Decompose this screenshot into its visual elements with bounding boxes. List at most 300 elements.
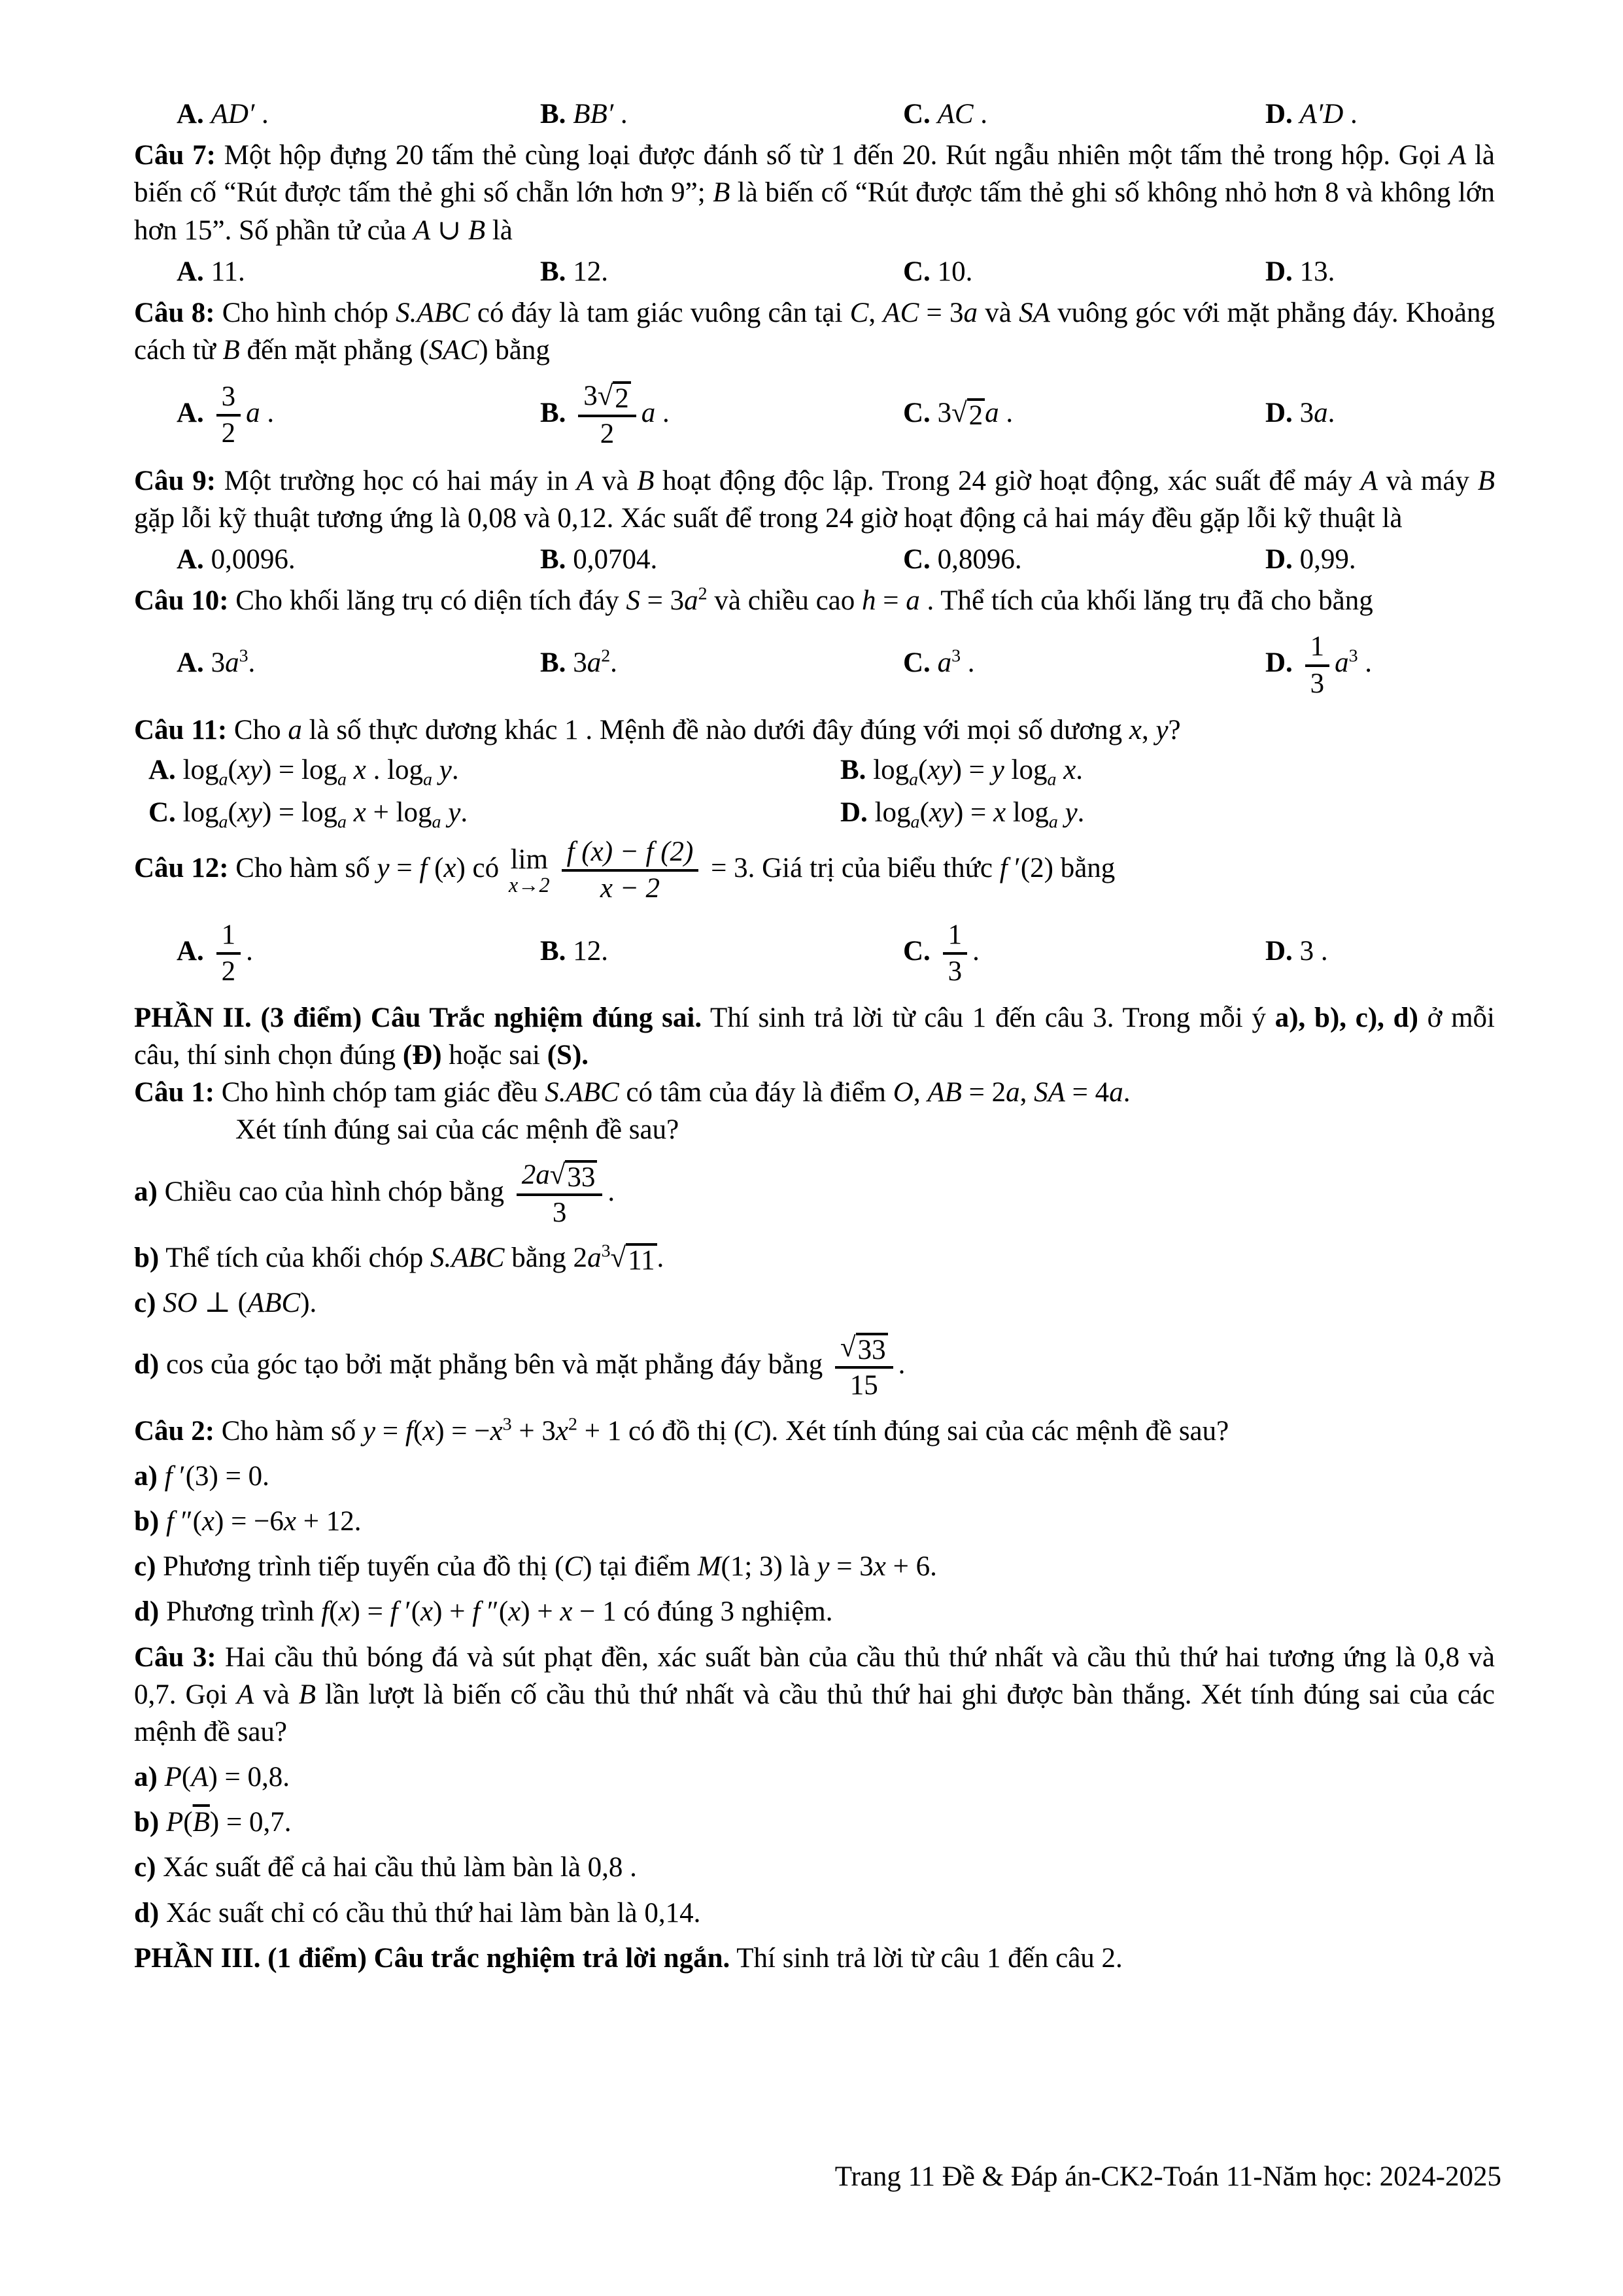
text-run: ABC [247, 1288, 301, 1319]
text-run: Câu 10: [134, 585, 229, 617]
text-run: BB′ [573, 99, 614, 129]
text-run: , [913, 1077, 928, 1108]
text-run: a [985, 398, 999, 429]
option-d [1265, 394, 1495, 432]
text-run: x [201, 1505, 215, 1537]
fraction [943, 919, 968, 987]
option-c [903, 95, 1265, 133]
part2-q1-item-d [134, 1329, 1495, 1404]
text-run: 0,0704. [573, 543, 658, 575]
text-run: Câu 12: [134, 853, 229, 884]
text-run: + 3 [511, 1415, 556, 1447]
text-run: S [626, 585, 640, 617]
text-run: Cho hình chóp [214, 297, 396, 328]
text-run: là biến cố “Rút được tấm thẻ ghi số chẵn lớn hơn 9”; [134, 140, 1495, 209]
fraction [517, 1159, 603, 1229]
text-run: f [390, 1596, 398, 1628]
question-12-stem [134, 834, 1495, 907]
text-run: = 2 [961, 1077, 1006, 1108]
text-run: ( [918, 754, 928, 785]
text-run: 2 [615, 383, 629, 415]
text-run: A [236, 1679, 254, 1710]
option-b [540, 933, 903, 970]
option-a [177, 541, 540, 578]
text-run: 2 [968, 400, 983, 432]
text-run: f [165, 1505, 174, 1537]
option-b [540, 253, 903, 290]
text-run: Câu 9: [134, 465, 216, 496]
text-run: . [460, 797, 468, 829]
question-7-stem [134, 137, 1495, 249]
text-run: x [283, 1505, 296, 1537]
text-run: x [353, 797, 366, 829]
radicand [565, 1160, 597, 1192]
text-run: ) + [521, 1596, 560, 1628]
text-run: Xác suất để cả hai cầu thủ làm bàn là 0,8 . [156, 1852, 637, 1883]
text-run: 0,99. [1299, 543, 1356, 575]
text-run: xy [237, 797, 262, 829]
text-run [347, 797, 354, 828]
text-run: S.ABC [396, 297, 470, 328]
text-run: 3 [601, 1241, 611, 1261]
answer-row-q8 [177, 378, 1495, 453]
fraction-numerator [1305, 631, 1330, 666]
text-run: 3 [502, 1414, 512, 1435]
text-run: ″( [480, 1596, 509, 1628]
text-run: D. [1265, 647, 1300, 679]
question-8-stem [134, 294, 1495, 369]
text-run: C. [903, 543, 938, 575]
text-run: . [1343, 99, 1358, 129]
text-run: B [222, 335, 240, 366]
text-run: (1; 3) là [721, 1551, 817, 1583]
sqrt-radical [550, 1160, 598, 1192]
text-run: c) [134, 1852, 156, 1883]
text-run: ) có [456, 853, 506, 884]
text-run: (S). [547, 1040, 589, 1071]
option-d [1265, 628, 1495, 702]
text-run: y [817, 1551, 830, 1583]
text-run: ( [183, 1807, 193, 1838]
text-run: . [898, 1349, 906, 1380]
text-run: f [419, 853, 428, 884]
text-run: ∪ [430, 214, 468, 246]
text-run: . log [366, 754, 424, 785]
text-run: ( [427, 853, 444, 884]
text-run: Xét tính đúng sai của các mệnh đề sau? [235, 1114, 679, 1146]
text-run [158, 1762, 165, 1792]
text-run: Thí sinh trả lời từ câu 1 đến câu 3. Trong mỗi ý [702, 1002, 1275, 1033]
option-c [903, 917, 1265, 990]
text-run: a) [134, 1762, 158, 1793]
text-run: x [993, 797, 1006, 829]
text-run: y [448, 797, 461, 829]
text-run: f [472, 1596, 481, 1628]
text-run: vuông góc với mặt phẳng đáy. Khoảng cách từ [134, 297, 1495, 366]
fraction-denominator [216, 955, 241, 987]
text-run: PHẦN III. (1 điểm) Câu trắc nghiệm trả lời ngắn. [134, 1942, 730, 1974]
text-run: x [1129, 714, 1142, 745]
text-run: C [743, 1415, 762, 1447]
part2-q1-item-b [134, 1239, 1495, 1277]
fraction-numerator [943, 919, 968, 955]
answer-row-q10 [177, 628, 1495, 702]
text-run: 3 [239, 646, 248, 667]
option-d [840, 794, 1495, 831]
text-run: = 3 [829, 1551, 874, 1583]
text-run: ″( [173, 1505, 202, 1537]
text-run: y [1065, 797, 1078, 829]
text-run: AB [927, 1077, 962, 1108]
fraction-denominator [595, 872, 665, 904]
radicand [856, 1333, 888, 1365]
text-run: . [613, 99, 628, 129]
text-run: . Thể tích của khối lăng trụ đã cho bằng [919, 585, 1373, 617]
text-run: c) [134, 1551, 156, 1583]
text-run: AD′ [211, 99, 255, 129]
text-run: . [260, 398, 275, 429]
text-run: D. [1265, 256, 1300, 287]
text-run [1305, 1002, 1314, 1033]
limit-subscript: x→2 [508, 872, 550, 897]
text-run: . [1358, 647, 1373, 679]
question-11-stem [134, 711, 1495, 749]
fraction-numerator [517, 1159, 603, 1196]
text-run: là số thực dương khác 1 . Mệnh đề nào dưới đây đúng với mọi số dương [301, 714, 1129, 745]
text-run: a [337, 769, 347, 790]
text-run: ). Xét tính đúng sai của các mệnh đề sau? [762, 1415, 1229, 1447]
text-run: 3 . [1299, 935, 1328, 967]
question-9-stem [134, 462, 1495, 537]
text-run: a [288, 714, 302, 745]
sqrt-radical [611, 1243, 657, 1275]
text-run: y [991, 754, 1004, 785]
fraction [216, 381, 241, 449]
text-run: A [191, 1762, 209, 1793]
text-run: SA [1034, 1077, 1065, 1108]
text-run: ở mỗi câu, thí sinh chọn đúng [134, 1002, 1495, 1071]
text-run [432, 755, 439, 785]
text-run: C. [148, 797, 176, 829]
text-run: 33 [857, 1335, 886, 1366]
text-run: D. [1265, 935, 1300, 967]
option-c [903, 253, 1265, 290]
text-run: A. [177, 935, 211, 967]
text-run [441, 797, 449, 828]
fraction-numerator [216, 919, 241, 955]
fraction [1305, 631, 1330, 699]
text-run: Phương trình tiếp tuyến của đồ thị ( [156, 1551, 564, 1583]
text-run: y [1155, 714, 1169, 745]
text-run: A. [148, 754, 176, 785]
text-run: . [254, 99, 269, 129]
text-run: 10. [937, 256, 973, 287]
text-run: = 4 [1065, 1077, 1110, 1108]
text-run: Thể tích của khối chóp [159, 1242, 430, 1273]
text-run: a [1109, 1077, 1123, 1108]
text-run: B [1477, 465, 1495, 496]
text-run: log [1006, 797, 1049, 829]
limit-operator [509, 846, 550, 896]
text-run: Cho [227, 714, 288, 745]
text-run: 2 [568, 1414, 577, 1435]
text-run: P [165, 1807, 184, 1838]
text-run: a [937, 647, 952, 679]
text-run: b) [134, 1807, 160, 1838]
text-run: A [413, 214, 431, 246]
text-run: A [1360, 465, 1378, 496]
option-d [1265, 95, 1495, 133]
text-run: D. [840, 797, 868, 829]
sqrt-radical [840, 1333, 888, 1365]
part3-heading [134, 1940, 1495, 1977]
text-run: ) = log [262, 797, 338, 829]
text-run: x [560, 1596, 573, 1628]
text-run: log [175, 797, 219, 829]
text-run: 3 [948, 955, 963, 987]
option-d [1265, 933, 1495, 970]
text-run: Câu 1: [134, 1077, 215, 1108]
option-c [903, 541, 1265, 578]
text-run: , [868, 297, 883, 328]
fraction [578, 381, 636, 450]
radical-sign: √ [610, 1242, 626, 1273]
text-run: C. [903, 647, 938, 679]
answer-row-previous-question [177, 95, 1495, 133]
text-run: Hai cầu thủ bóng đá và sút phạt đền, xác suất bàn của cầu thủ thứ nhất và cầu thủ thứ hai tương ứng là 0,8 và 0,7. Gọi [134, 1641, 1495, 1710]
text-run: 2 [698, 583, 708, 604]
text-run: . [610, 647, 617, 679]
text-run: f (x) − f (2) [566, 836, 694, 868]
text-run: x [420, 1596, 434, 1628]
text-run: ) = log [262, 754, 338, 785]
option-d [1265, 541, 1495, 578]
text-run: ( [228, 754, 237, 785]
text-run: P [164, 1762, 182, 1793]
text-run: x [1063, 754, 1076, 785]
text-run: Câu 3: [134, 1641, 216, 1673]
text-run: y [377, 853, 390, 884]
text-run: B. [540, 398, 573, 429]
text-run: C [564, 1551, 583, 1583]
text-run: ) = [350, 1596, 390, 1628]
text-run: và [254, 1679, 299, 1710]
text-run: x − 2 [600, 873, 660, 904]
text-run: A [576, 465, 594, 496]
text-run: ⊥ ( [197, 1288, 247, 1319]
part2-question-3-stem [134, 1639, 1495, 1751]
text-run: 3 [221, 381, 236, 413]
fraction [216, 919, 241, 987]
text-run: 13. [1299, 256, 1335, 287]
text-run: log [866, 754, 910, 785]
text-run: 2 [601, 646, 611, 667]
text-run: = [389, 853, 420, 884]
part2-q3-item-b [134, 1804, 1495, 1841]
fraction-denominator [845, 1369, 883, 1401]
text-run: 3 [937, 398, 952, 429]
text-run: 3 [211, 647, 226, 679]
text-run [1058, 797, 1065, 828]
fraction-numerator [578, 381, 636, 417]
text-run: , [1019, 1077, 1034, 1108]
text-run: xy [927, 754, 953, 785]
text-run: bằng 2 [504, 1242, 588, 1273]
text-run: B. [540, 543, 573, 575]
text-run: − 1 có đúng 3 nghiệm. [572, 1596, 833, 1628]
answer-grid-q11 [148, 751, 1495, 831]
text-run: d) [134, 1596, 160, 1628]
text-run [158, 1461, 165, 1492]
text-run: 1 [1310, 631, 1325, 662]
text-run: D. [1265, 543, 1300, 575]
option-c [148, 794, 840, 831]
text-run: và chiều cao [707, 585, 863, 617]
text-run: x [338, 1596, 351, 1628]
text-run: ) bằng [479, 335, 550, 366]
text-run: Câu 8: [134, 297, 215, 328]
text-run: a [587, 647, 602, 679]
text-run: ( [228, 797, 237, 829]
text-run: log [1004, 754, 1048, 785]
text-run: ) = 0,8. [208, 1762, 290, 1793]
fraction-numerator [835, 1332, 893, 1369]
text-run: 11. [211, 256, 245, 287]
text-run: a [423, 769, 432, 790]
option-a [177, 917, 540, 990]
text-run: a [1006, 1077, 1020, 1108]
fraction-denominator [547, 1196, 572, 1229]
text-run: = 3 [919, 297, 964, 328]
fraction-denominator [216, 417, 241, 449]
text-run: B [298, 1679, 316, 1710]
text-run: SAC [428, 335, 479, 366]
text-run: Thí sinh trả lời từ câu 1 đến câu 2. [730, 1942, 1123, 1974]
text-run: . [1077, 797, 1085, 829]
sqrt-radical [598, 381, 631, 413]
text-run: PHẦN II. (3 điểm) Câu Trắc nghiệm đúng sai. [134, 1002, 702, 1033]
text-run: 2 [600, 419, 615, 450]
text-run: ). [300, 1288, 317, 1319]
fraction-denominator [943, 955, 968, 987]
text-run: 1 [948, 919, 963, 950]
text-run: ) + [433, 1596, 473, 1628]
text-run: có đáy là tam giác vuông cân tại [470, 297, 850, 328]
text-run: a [909, 769, 919, 790]
text-run: a [337, 812, 347, 832]
text-run: b), c), d) [1314, 1002, 1418, 1033]
text-run: c) [134, 1288, 156, 1319]
text-run: (Đ) [402, 1040, 442, 1071]
text-run: Cho khối lăng trụ có diện tích đáy [228, 585, 626, 617]
text-run: a [1047, 769, 1057, 790]
text-run [1056, 755, 1063, 785]
text-run: B. [540, 256, 573, 287]
text-run: y [363, 1415, 376, 1447]
text-run: 2a [521, 1159, 550, 1190]
text-run: hoạt động độc lập. Trong 24 giờ hoạt động, xác suất để máy [654, 465, 1361, 496]
text-run: là biến cố “Rút được tấm thẻ ghi số không nhỏ hơn 8 và không lớn hơn 15”. Số phần tử của [134, 177, 1495, 246]
option-a [177, 95, 540, 133]
text-run: x [508, 1596, 521, 1628]
part2-q3-item-d [134, 1894, 1495, 1932]
text-run: ) = − [435, 1415, 490, 1447]
text-run: 3 [1310, 668, 1325, 699]
text-run: Phương trình [159, 1596, 322, 1628]
text-run: f [405, 1415, 413, 1447]
text-run: 15 [849, 1370, 878, 1401]
text-run: ) = [953, 797, 994, 829]
text-run: a [218, 812, 228, 832]
option-b [540, 95, 903, 133]
option-b [540, 644, 903, 681]
text-run: C. [903, 935, 938, 967]
part2-q2-item-a [134, 1458, 1495, 1495]
part2-q2-item-d [134, 1593, 1495, 1630]
text-run: ′(3) = 0. [172, 1460, 269, 1492]
text-run: C. [903, 99, 938, 129]
text-run: a [910, 812, 920, 832]
text-run: B. [840, 754, 866, 785]
text-run: ) tại điểm [583, 1551, 698, 1583]
text-run: D. [1265, 99, 1300, 129]
answer-row-q7 [177, 253, 1495, 290]
option-a [148, 751, 840, 789]
text-run: S.ABC [545, 1077, 619, 1108]
text-run: 3 [1299, 398, 1314, 429]
text-run: y [439, 754, 452, 785]
text-run: a [587, 1242, 602, 1273]
text-run: gặp lỗi kỹ thuật tương ứng là 0,08 và 0,12. Xác suất để trong 24 giờ hoạt động cả hai máy đều gặp lỗi kỹ thuật là [134, 502, 1403, 534]
text-run: a [1335, 647, 1349, 679]
text-run: . [248, 647, 256, 679]
text-run: a [246, 398, 260, 429]
text-run: xy [929, 797, 954, 829]
text-run [347, 755, 354, 785]
fraction-numerator [216, 381, 241, 417]
text-run: M [697, 1551, 721, 1583]
fraction-numerator [562, 836, 699, 872]
text-run: f [321, 1596, 330, 1628]
answer-row-q9 [177, 541, 1495, 578]
text-run: 3 [552, 1197, 567, 1228]
text-run: 12. [573, 256, 608, 287]
text-run: lần lượt là biến cố cầu thủ thứ nhất và cầu thủ thứ hai ghi được bàn thắng. Xét tính đúng sai của các mệnh đề sau? [134, 1679, 1495, 1747]
part2-q1-item-a [134, 1157, 1495, 1231]
text-run: Xác suất chỉ có cầu thủ thứ hai làm bàn là 0,14. [159, 1897, 701, 1928]
radicand [613, 381, 631, 413]
text-run: $\overline{B}$ [192, 1807, 210, 1838]
text-run: = [375, 1415, 405, 1447]
text-run: x [490, 1415, 503, 1447]
text-run: . [972, 935, 980, 967]
text-run: ( [919, 797, 929, 829]
text-run: Cho hình chóp tam giác đều [214, 1077, 545, 1108]
page-footer: Trang 11 Đề & Đáp án-CK2-Toán 11-Năm học: 2024-2025 [834, 2161, 1501, 2192]
fraction [562, 836, 699, 904]
text-run: SO [163, 1288, 197, 1319]
text-run: a [906, 585, 920, 617]
option-b [540, 541, 903, 578]
text-run: B. [540, 935, 573, 967]
option-c [903, 394, 1265, 432]
part2-q3-item-c [134, 1849, 1495, 1886]
text-run: AC [883, 297, 919, 328]
text-run [159, 1807, 166, 1838]
text-run [159, 1506, 166, 1537]
text-run: có tâm của đáy là điểm [619, 1077, 893, 1108]
text-run: Một trường học có hai máy in [216, 465, 577, 496]
